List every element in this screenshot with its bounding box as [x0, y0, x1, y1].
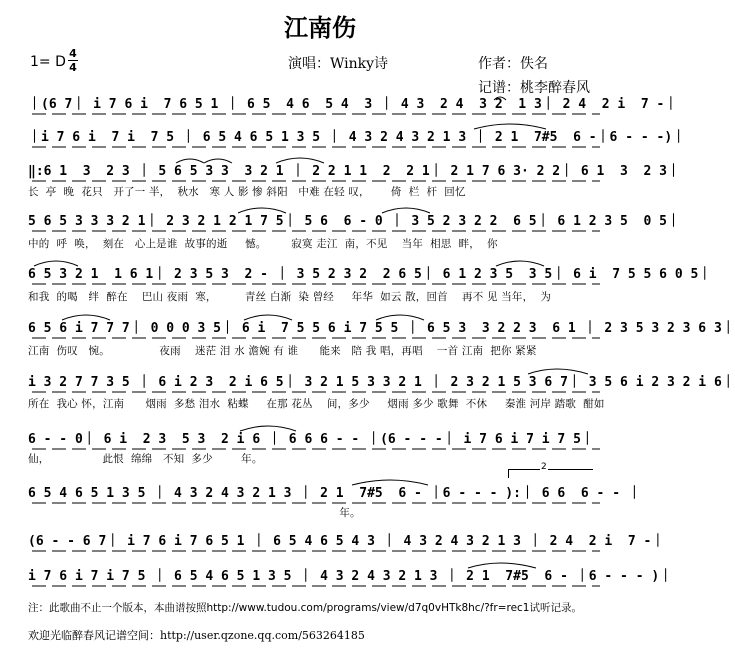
- score-row-3: ‖:6 1 3 2 3 ｜ 5 6 5 3 3 3 2 1 ｜ 2 2 1 1 2 2 1｜ 2 1 7 6 3· 2 2｜ 6 1 3 2 3｜: [28, 164, 680, 179]
- footer-credit: 欢迎光临醉春风记谱空间：http://user.qzone.qq.com/563264185: [28, 629, 365, 642]
- score-row-11: i 7 6 i 7 i 7 5 ｜ 6 5 4 6 5 1 3 5 ｜ 4 3 2 4 3 2 1 3 ｜ 2 1 7#5 6 - ｜6 - - - )｜: [28, 569, 673, 584]
- tie-arc: [240, 426, 296, 431]
- lyric-row-3: 长 亭 晚 花只 开了一 半， 秋水 寒 人 影 惨 斜阳 中难 在轻 叹， 倚 栏 杆 回忆: [28, 186, 466, 198]
- lyric-row-6: 江南 伤叹 惋。 夜雨 迷茫 泪 水 澹婉 有 谁 能来 陪 我 唱，再唱 一首 江南 把你 紧紧: [28, 345, 537, 357]
- lyric-row-4: 中的 呼 唤， 刻在 心上是谁 故事的逝 憾。 寂寞 走江 南，不见 当年 相思 畔， 你: [28, 238, 498, 250]
- tie-arc: [382, 208, 430, 213]
- time-signature-top: 4: [69, 47, 77, 60]
- tie-arc: [528, 369, 588, 374]
- lyric-row-8: 仙， 此恨 绵绵 不知 多少 年。: [28, 453, 263, 465]
- second-ending-bracket: [508, 469, 593, 478]
- tie-arc: [34, 261, 78, 266]
- tie-arc: [496, 261, 544, 266]
- singer-credit: 演唱：Winky诗: [288, 56, 389, 72]
- second-ending-number: 2: [541, 462, 547, 472]
- tie-arc: [204, 159, 232, 163]
- lyric-row-5: 和我 的喝 绊 醉在 巴山 夜雨 寒， 青丝 白渐 染 曾经 年华 如云 散，回首 再不 见 当年， 为: [28, 291, 552, 303]
- score-row-10: (6 - - 6 7｜ i 7 6 i 7 6 5 1 ｜ 6 5 4 6 5 4 3 ｜ 4 3 2 4 3 2 1 3 ｜ 2 4 2 i 7 -｜: [28, 534, 665, 549]
- lyric-row-9: 年。: [28, 507, 361, 519]
- lyric-row-7: 所在 我心 怀，江南 烟雨 多愁 泪水 粘蝶 在那 花丛 间，多少 烟雨 多少 歌舞 不休 秦淮 河岸 踏歌 酣如: [28, 398, 605, 410]
- score-row-6: 6 5 6 i 7 7 7｜ 0 0 0 3 5｜ 6 i 7 5 5 6 i 7 5 5 ｜ 6 5 3 3 2 2 3 6 1 ｜ 2 3 5 3 2 3 6 3｜: [28, 321, 735, 336]
- score-row-8: 6 - - 0｜ 6 i 2 3 5 3 2 i 6 ｜ 6 6 6 - - ｜(6 - - -｜ i 7 6 i 7 i 7 5｜: [28, 432, 594, 447]
- source-note: 注：此歌曲不止一个版本，本曲谱按照http://www.tudou.com/programs/view/d7q0vHTk8hc/?fr=rec1试听记录。: [28, 602, 582, 614]
- song-title: 江南伤: [284, 13, 356, 42]
- score-row-1: ｜(6 7｜ i 7 6 i 7 6 5 1 ｜ 6 5 4 6 5 4 3 ｜ 4 3 2 4 3 2 1 3｜ 2 4 2 i 7 -｜: [28, 97, 678, 112]
- tie-arc: [238, 208, 286, 213]
- tie-arc: [468, 563, 536, 568]
- tie-arc: [62, 315, 110, 320]
- score-row-4: 5 6 5 3 3 3 2 1｜ 2 3 2 1 2 1 7 5｜ 5 6 6 - 0 ｜ 3 5 2 3 2 2 6 5｜ 6 1 2 3 5 0 5｜: [28, 214, 680, 229]
- score-row-5: 6 5 3 2 1 1 6 1｜ 2 3 5 3 2 - ｜ 3 5 2 3 2 2 6 5｜ 6 1 2 3 5 3 5｜ 6 i 7 5 5 6 0 5｜: [28, 267, 712, 282]
- tie-arc: [276, 158, 324, 163]
- tie-arc: [352, 480, 428, 485]
- composer-credit: 作者：佚名: [478, 56, 548, 72]
- score-row-7: i 3 2 7 7 3 5 ｜ 6 i 2 3 2 i 6 5｜ 3 2 1 5 3 3 2 1 ｜ 2 3 2 1 5 3 6 7｜ 3 5 6 i 2 3 2 i 6｜: [28, 375, 735, 390]
- tie-arc: [474, 124, 546, 129]
- time-signature-bottom: 4: [69, 61, 77, 74]
- key-signature: 1= D: [30, 54, 66, 70]
- tie-arc: [176, 159, 204, 163]
- score-row-9: 6 5 4 6 5 1 3 5 ｜ 4 3 2 4 3 2 1 3 ｜ 2 1 7#5 6 - ｜6 - - - ):｜ 6 6 6 - - ｜: [28, 486, 641, 501]
- tie-arc: [244, 315, 292, 320]
- arranger-credit: 记谱：桃李醉春风: [478, 80, 590, 96]
- time-signature: [66, 48, 80, 73]
- tie-arc: [376, 315, 424, 320]
- score-row-2: ｜i 7 6 i 7 i 7 5 ｜ 6 5 4 6 5 1 3 5 ｜ 4 3 2 4 3 2 1 3 ｜ 2 1 7#5 6 -｜6 - - -)｜: [28, 130, 686, 145]
